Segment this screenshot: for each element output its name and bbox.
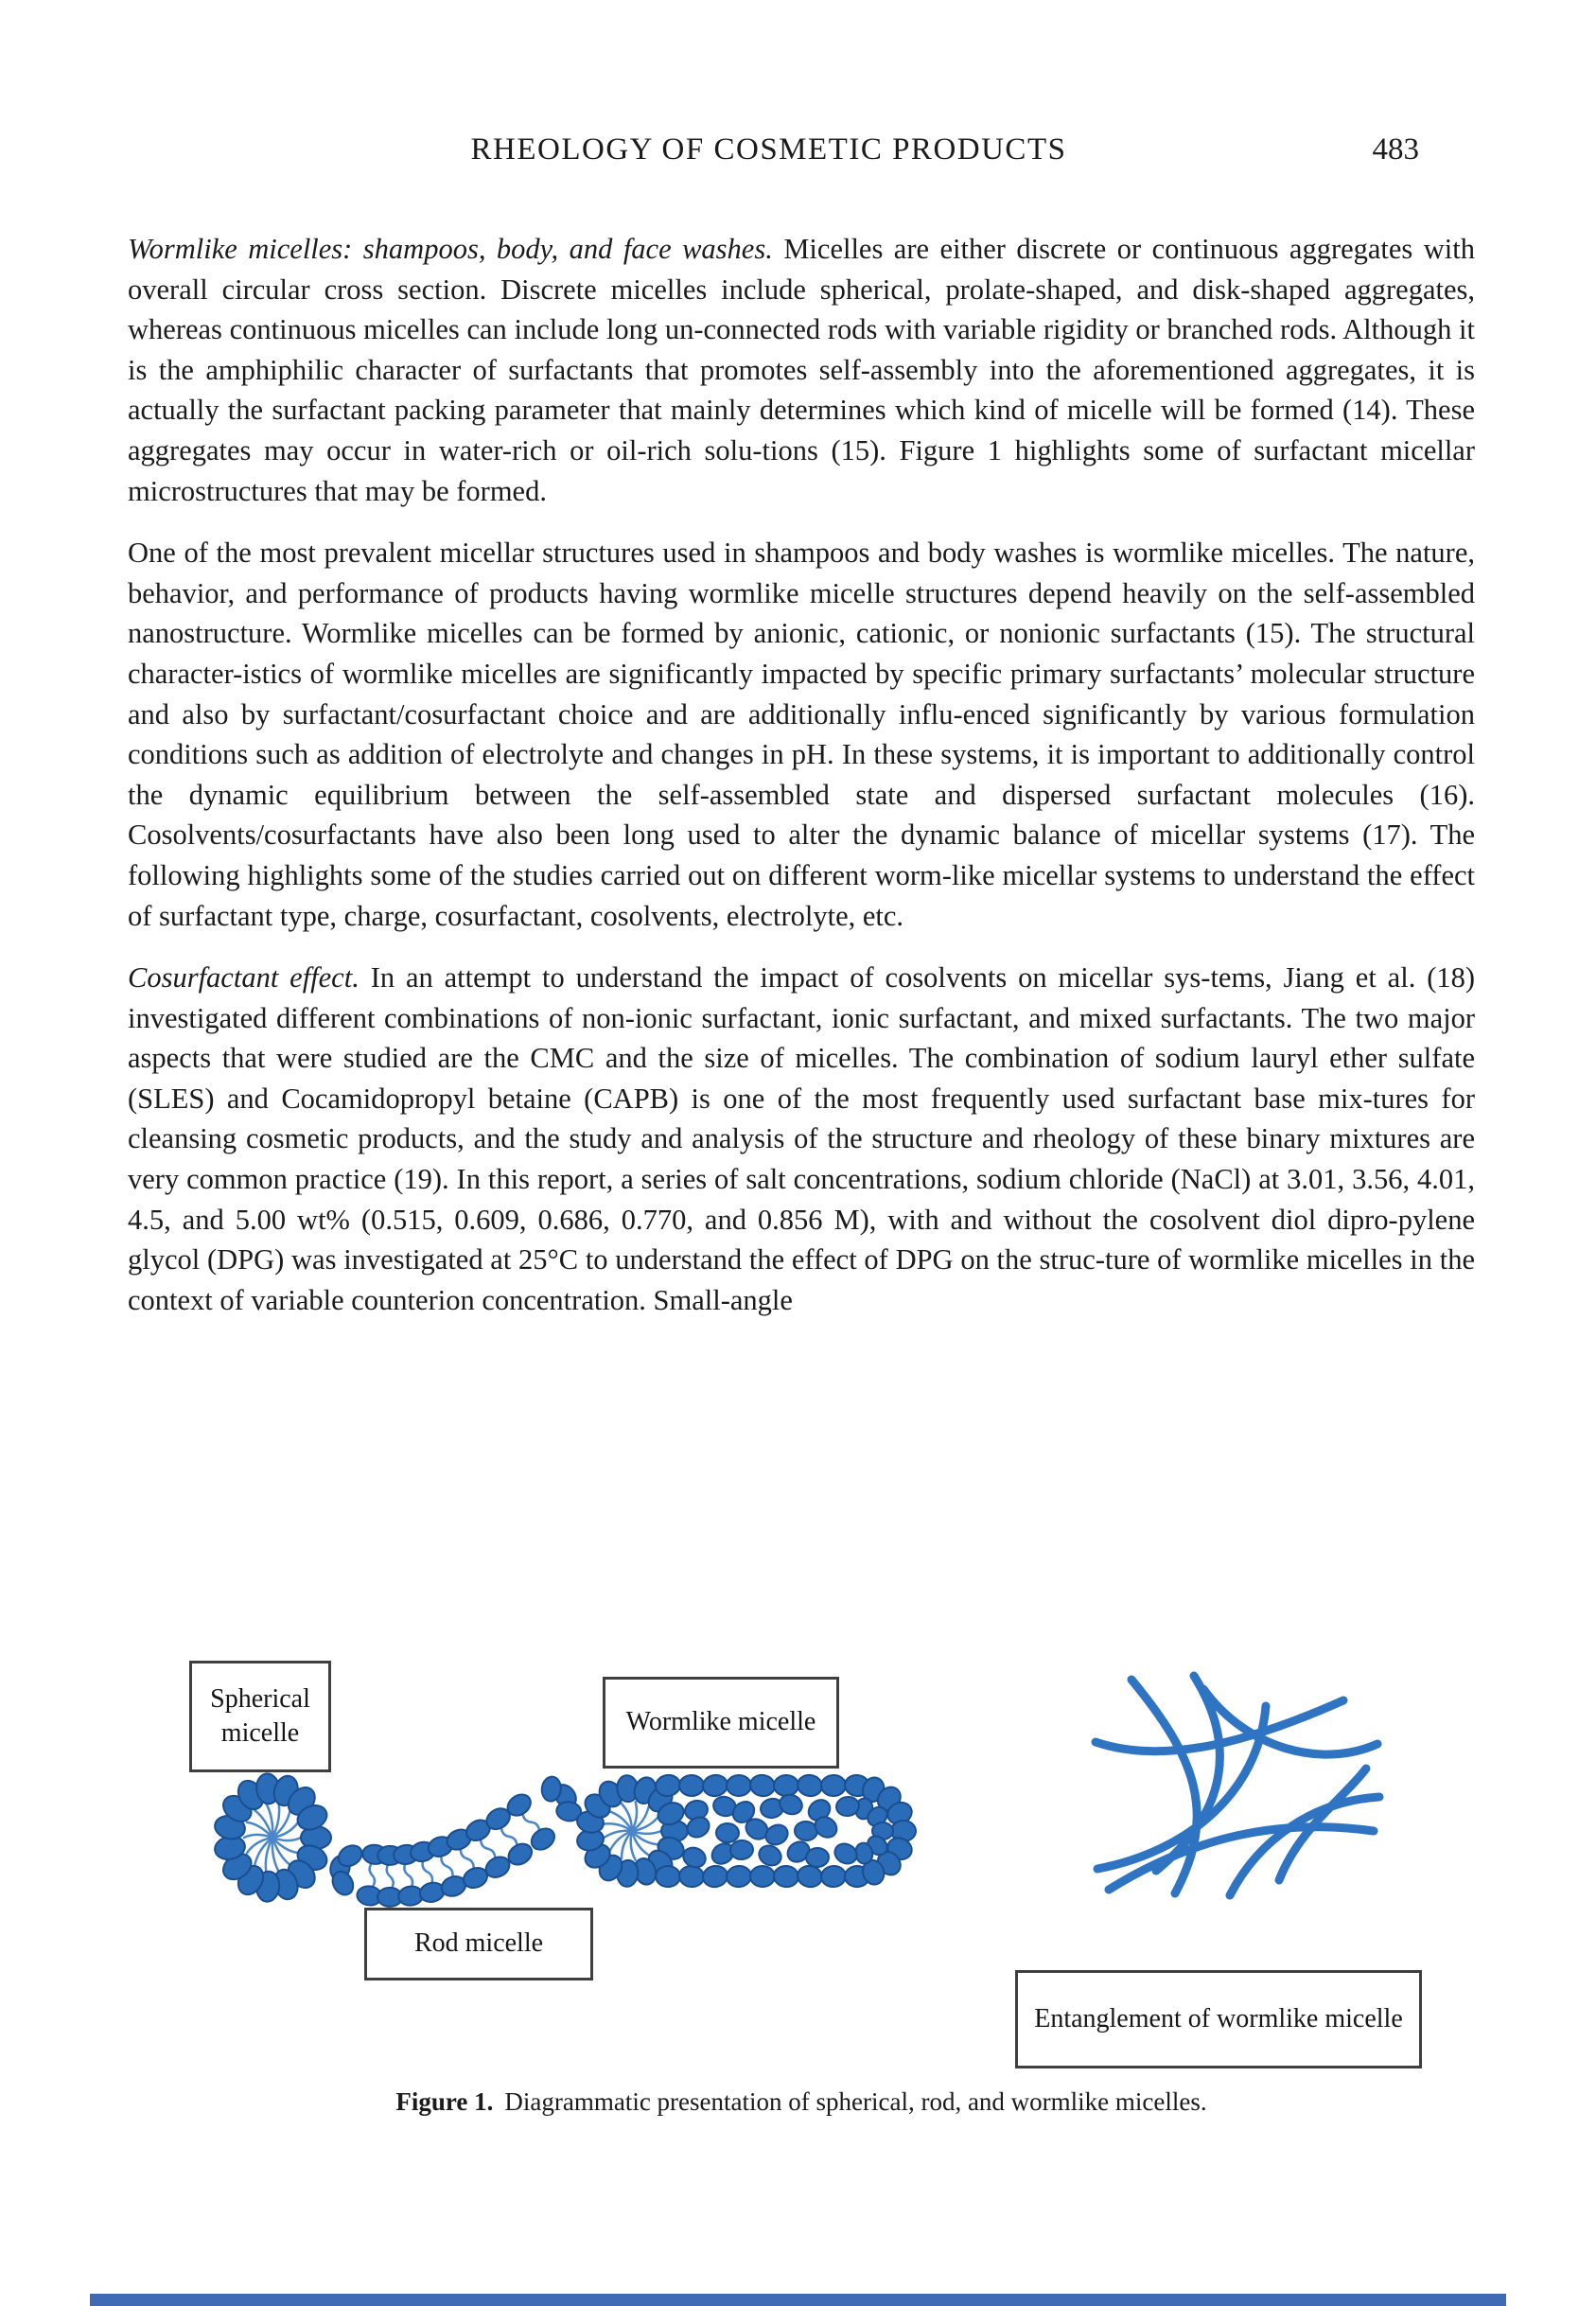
wormlike-micelle-label: Wormlike micelle bbox=[625, 1707, 816, 1737]
figure-caption-text: Diagrammatic presentation of spherical, rod, and wormlike micelles. bbox=[504, 2087, 1207, 2116]
figure-caption bbox=[128, 2087, 1475, 2117]
paragraph-lead-italic: Cosurfactant effect. bbox=[128, 961, 360, 995]
paragraph-text: One of the most prevalent micellar structures used in shampoos and body washes is wormlike micelles. The nature, behavior, and performance of products having wormlike micelle structures depend heavily on the self-assembled nanostructure. Wormlike micelles can be formed by anionic, cationic, or nonionic surfactants (15). The structural character-istics of wormlike micelles are significantly impacted by specific primary surfactants’ molecular structure and also by surfactant/cosurfactant choice and are additionally influ-enced significantly by various formulation conditions such as addition of electrolyte and changes in pH. In these systems, it is important to additionally control the dynamic equilibrium between the self-assembled state and dispersed surfactant molecules (16). Cosolvents/cosurfactants have also been long used to alter the dynamic balance of micellar systems (17). The following highlights some of the studies carried out on different worm-like micellar systems to understand the effect of surfactant type, charge, cosurfactant, cosolvents, electrolyte, etc. bbox=[128, 537, 1475, 932]
spherical-micelle-label-box bbox=[189, 1661, 331, 1772]
body-paragraph bbox=[128, 229, 1475, 511]
wormlike-micelle-label-box bbox=[603, 1677, 839, 1769]
entanglement-label: Entanglement of wormlike micelle bbox=[1034, 2003, 1403, 2033]
body-text bbox=[128, 229, 1475, 1342]
paragraph-text: Micelles are either discrete or continuous aggregates with overall circular cross section. Discrete micelles include spherical, prolate-shaped, and disk-shaped aggregates, whereas continuous micelles can include long un-connected rods with variable rigidity or branched rods. Although it is the amphiphilic character of surfactants that promotes self-assembly into the aforementioned aggregates, it is actually the surfactant packing parameter that mainly determines which kind of micelle will be formed (14). These aggregates may occur in water-rich or oil-rich solu-tions (15). Figure 1 highlights some of surfactant micellar microstructures that may be formed. bbox=[128, 233, 1475, 507]
body-paragraph bbox=[128, 958, 1475, 1320]
running-head-title: RHEOLOGY OF COSMETIC PRODUCTS bbox=[470, 132, 1067, 167]
figure-caption-label: Figure 1. bbox=[395, 2087, 494, 2116]
rod-micelle-label-box bbox=[364, 1908, 593, 1980]
paragraph-lead-italic: Wormlike micelles: shampoos, body, and face washes. bbox=[128, 233, 773, 265]
spherical-micelle-label: Spherical micelle bbox=[210, 1683, 310, 1748]
entanglement-label-box bbox=[1015, 1970, 1422, 2068]
page-number: 483 bbox=[1372, 132, 1419, 167]
bottom-accent-bar bbox=[90, 2294, 1506, 2306]
body-paragraph bbox=[128, 533, 1475, 936]
paragraph-text: In an attempt to understand the impact of cosolvents on micellar sys-tems, Jiang et al. (18) investigated different combinations of non-ionic surfactant, ionic surfactant, and mixed surfactants. The two major aspects that were studied are the CMC and the size of micelles. The combination of sodium lauryl ether sulfate (SLES) and Cocamidopropyl betaine (CAPB) is one of the most frequently used surfactant base mix-tures for cleansing cosmetic products, and the study and analysis of the structure and rheology of these binary mixtures are very common practice (19). In this report, a series of salt concentrations, sodium chloride (NaCl) at 3.01, 3.56, 4.01, 4.5, and 5.00 wt% (0.515, 0.609, 0.686, 0.770, and 0.856 M), with and without the cosolvent diol dipro-pylene glycol (DPG) was investigated at 25°C to understand the effect of DPG on the struc-ture of wormlike micelles in the context of variable counterion concentration. Small-angle bbox=[128, 961, 1476, 1316]
rod-micelle-label: Rod micelle bbox=[413, 1928, 544, 1959]
